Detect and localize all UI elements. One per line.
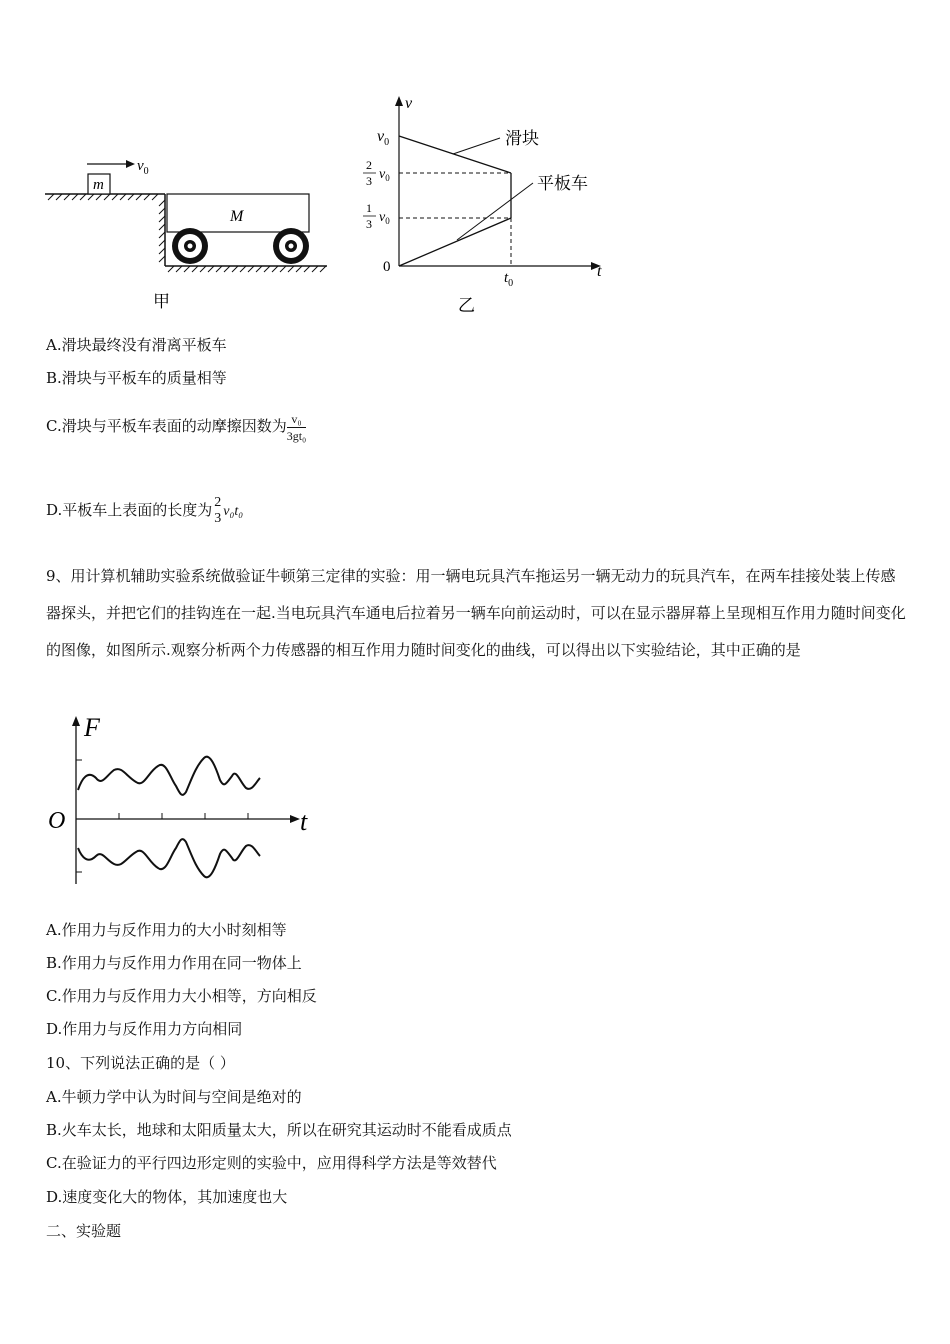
figure-jia bbox=[40, 150, 340, 320]
q8-option-c-num: v₀ bbox=[287, 411, 307, 428]
velocity-label: v bbox=[137, 158, 144, 174]
q9-option-b: B.作用力与反作用力作用在同一物体上 bbox=[46, 954, 302, 972]
q8-option-c-text: C.滑块与平板车表面的动摩擦因数为 bbox=[46, 417, 287, 435]
q8-option-a: A.滑块最终没有滑离平板车 bbox=[46, 336, 227, 354]
t0-label: t bbox=[504, 270, 509, 286]
q9-option-a: A.作用力与反作用力的大小时刻相等 bbox=[46, 921, 287, 939]
one-third-num: 1 bbox=[366, 201, 372, 215]
velocity-sub: 0 bbox=[143, 166, 149, 177]
caption-jia: 甲 bbox=[153, 292, 170, 312]
q10-option-c: C.在验证力的平行四边形定则的实验中，应用得科学方法是等效替代 bbox=[46, 1154, 497, 1172]
q9-option-d: D.作用力与反作用力方向相同 bbox=[46, 1020, 243, 1038]
graph-origin-label: O bbox=[48, 808, 66, 834]
two-thirds-sub: 0 bbox=[385, 173, 390, 183]
svg-text:v0 bbox=[379, 167, 390, 183]
q8-option-d-num: 2 bbox=[214, 495, 222, 510]
q9-stem: 9、用计算机辅助实验系统做验证牛顿第三定律的实验：用一辆电玩具汽车拖运另一辆无动力的玩具汽车，在两车挂接处装上传感器探头，并把它们的挂钩连在一起.当电玩具汽车通电后拉着另一辆车向前运动时，可以在显示器屏幕上呈现相互作用力随时间变化的图像，如图所示.观察分析两个力传感器的相互作用力随时间变化的曲线，可以得出以下实验结论，其中正确的是 bbox=[46, 567, 906, 659]
graph-y-label: F bbox=[84, 713, 100, 742]
q8-option-c-den: 3gt₀ bbox=[286, 428, 307, 443]
q9-option-c: C.作用力与反作用力大小相等，方向相反 bbox=[46, 987, 317, 1005]
block-velocity-line bbox=[399, 136, 511, 173]
q10-option-b: B.火车太长，地球和太阳质量太大，所以在研究其运动时不能看成质点 bbox=[46, 1121, 512, 1139]
t0-sub: 0 bbox=[508, 278, 514, 289]
q9-force-graph bbox=[44, 712, 324, 897]
v0-label: v bbox=[377, 128, 385, 145]
q8-option-c-fraction bbox=[287, 411, 307, 444]
v-axis-label: v bbox=[405, 95, 413, 112]
force-curve-upper bbox=[78, 757, 260, 795]
wheel-left-icon bbox=[172, 228, 208, 264]
q8-option-c bbox=[46, 406, 306, 446]
q8-option-b: B.滑块与平板车的质量相等 bbox=[46, 369, 227, 387]
q8-option-d bbox=[46, 490, 243, 532]
label-block: 滑块 bbox=[505, 129, 539, 149]
q10-option-d: D.速度变化大的物体，其加速度也大 bbox=[46, 1188, 288, 1206]
svg-text:t0 bbox=[504, 270, 513, 289]
v0-sub: 0 bbox=[384, 137, 390, 148]
cart-label: M bbox=[230, 208, 244, 225]
t-axis-label: t bbox=[597, 263, 602, 280]
caption-yi: 乙 bbox=[458, 296, 475, 316]
cart-velocity-line bbox=[399, 218, 511, 266]
two-thirds-den: 3 bbox=[366, 174, 372, 188]
q10-stem: 10、下列说法正确的是（ ） bbox=[46, 1054, 235, 1072]
label-cart: 平板车 bbox=[537, 174, 588, 194]
figure-yi bbox=[355, 92, 625, 322]
q8-option-d-fraction bbox=[212, 495, 223, 527]
q10-option-a: A.牛顿力学中认为时间与空间是绝对的 bbox=[46, 1088, 302, 1106]
one-third-den: 3 bbox=[366, 217, 372, 231]
svg-text:v0 bbox=[137, 158, 149, 177]
velocity-arrow-icon bbox=[126, 160, 135, 168]
one-third-v: v bbox=[379, 210, 386, 225]
q8-option-d-den: 3 bbox=[214, 511, 222, 526]
svg-text:v0 bbox=[377, 128, 389, 148]
force-curve-lower bbox=[78, 839, 260, 877]
block-label: m bbox=[93, 177, 104, 193]
q8-option-d-text: D.平板车上表面的长度为 bbox=[46, 501, 213, 519]
wheel-right-icon bbox=[273, 228, 309, 264]
two-thirds-num: 2 bbox=[366, 158, 372, 172]
two-thirds-v: v bbox=[379, 167, 386, 182]
q8-option-d-tail: v₀t₀ bbox=[223, 504, 244, 519]
one-third-sub: 0 bbox=[385, 216, 390, 226]
section-title: 二、实验题 bbox=[46, 1222, 122, 1240]
origin-label: 0 bbox=[383, 259, 391, 275]
graph-x-label: t bbox=[300, 807, 308, 836]
svg-text:v0 bbox=[379, 210, 390, 226]
